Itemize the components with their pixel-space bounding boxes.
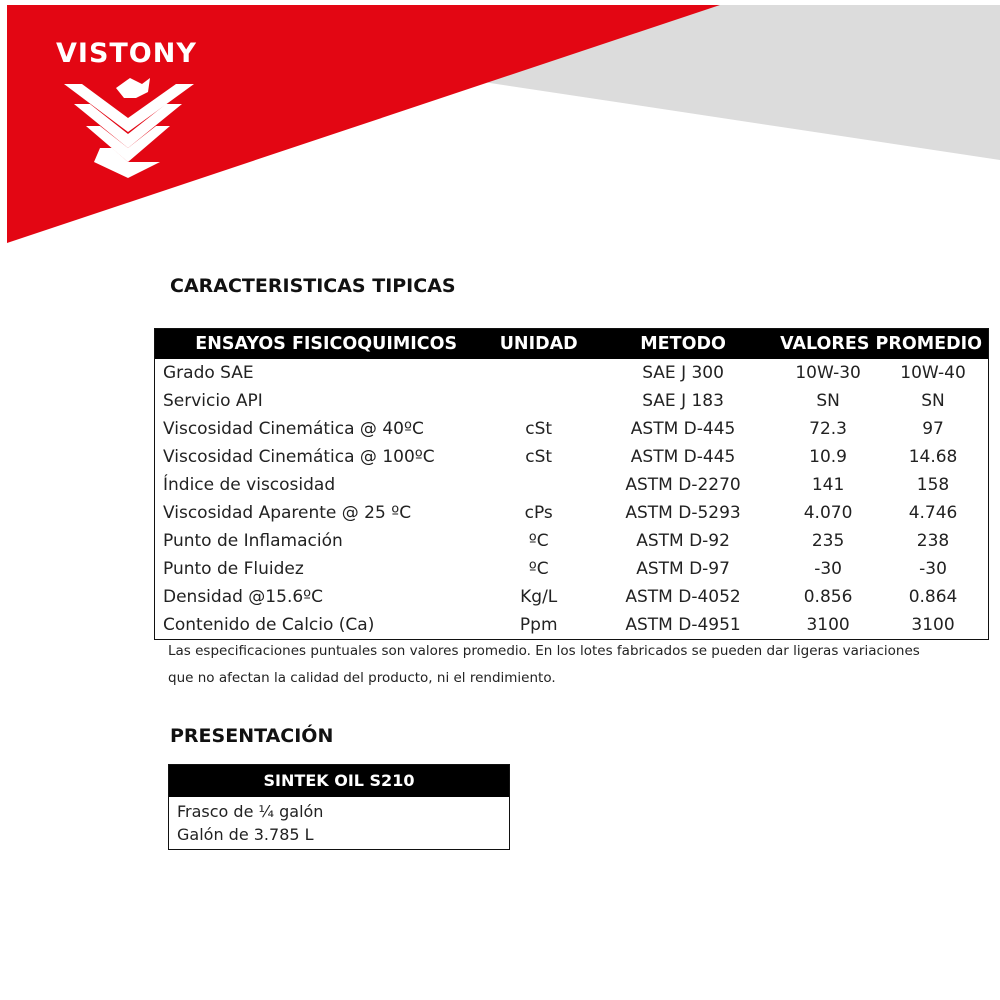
method: ASTM D-445 (630, 419, 736, 439)
test-name: Índice de viscosidad (163, 475, 336, 495)
table-row (155, 443, 989, 471)
value-1: 72.3 (809, 419, 847, 439)
table-row (155, 555, 989, 583)
unit: cSt (525, 447, 553, 467)
value-2: -30 (919, 559, 947, 579)
presentation-product-name: SINTEK OIL S210 (169, 765, 509, 797)
footnote-line-2: que no afectan la calidad del producto, ni el rendimiento. (168, 670, 556, 686)
value-2: 3100 (911, 615, 955, 635)
unit (489, 387, 588, 415)
value-1: SN (816, 391, 840, 411)
presentation-item: Galón de 3.785 L (177, 825, 314, 844)
presentation-table (168, 764, 510, 850)
test-name: Punto de Inflamación (163, 531, 343, 551)
test-name: Contenido de Calcio (Ca) (163, 615, 375, 635)
method: SAE J 300 (642, 363, 724, 383)
value-2: 4.746 (908, 503, 958, 523)
header-unit: UNIDAD (489, 329, 588, 360)
value-2: 0.864 (908, 587, 958, 607)
value-2: 97 (922, 419, 944, 439)
test-name: Servicio API (163, 391, 263, 411)
test-name: Viscosidad Aparente @ 25 ºC (163, 503, 412, 523)
method: ASTM D-2270 (625, 475, 741, 495)
test-name: Grado SAE (163, 363, 254, 383)
specs-table-header-row (155, 329, 989, 360)
method: ASTM D-92 (636, 531, 730, 551)
test-name: Viscosidad Cinemática @ 40ºC (163, 419, 424, 439)
value-2: 238 (916, 531, 950, 551)
footnote-line-1: Las especificaciones puntuales son valores promedio. En los lotes fabricados se pueden dar ligeras variaciones (168, 643, 920, 659)
test-name: Punto de Fluidez (163, 559, 304, 579)
method: ASTM D-445 (630, 447, 736, 467)
value-2: 158 (916, 475, 950, 495)
section-title-specs: CARACTERISTICAS TIPICAS (170, 275, 456, 297)
unit: cPs (524, 503, 553, 523)
unit: ºC (528, 559, 549, 579)
value-2: SN (921, 391, 945, 411)
value-1: 10W-30 (795, 363, 861, 383)
method: ASTM D-5293 (625, 503, 741, 523)
test-name: Densidad @15.6ºC (163, 587, 324, 607)
section-title-presentation: PRESENTACIÓN (170, 725, 334, 747)
value-1: -30 (814, 559, 842, 579)
header-tests: ENSAYOS FISICOQUIMICOS (155, 329, 490, 360)
table-row (155, 527, 989, 555)
unit: cSt (525, 419, 553, 439)
table-row (155, 387, 989, 415)
presentation-items (169, 797, 509, 849)
table-row (155, 471, 989, 499)
specs-table (154, 328, 989, 640)
method: SAE J 183 (642, 391, 724, 411)
unit (489, 471, 588, 499)
table-row (155, 415, 989, 443)
brand-logo-text: VISTONY (56, 38, 197, 69)
value-1: 3100 (806, 615, 850, 635)
table-row (155, 499, 989, 527)
table-row (155, 611, 989, 640)
table-row (155, 583, 989, 611)
value-1: 4.070 (803, 503, 853, 523)
value-1: 141 (811, 475, 845, 495)
value-1: 235 (811, 531, 845, 551)
header-average-values: VALORES PROMEDIO (778, 329, 988, 360)
value-1: 0.856 (803, 587, 853, 607)
method: ASTM D-97 (636, 559, 730, 579)
header-method: METODO (588, 329, 778, 360)
unit (489, 359, 588, 387)
value-2: 14.68 (908, 447, 958, 467)
value-1: 10.9 (809, 447, 847, 467)
unit: Kg/L (520, 587, 558, 607)
table-row (155, 359, 989, 387)
test-name: Viscosidad Cinemática @ 100ºC (163, 447, 435, 467)
unit: ºC (528, 531, 549, 551)
vistony-eagle-chevron-logo-icon (64, 74, 194, 178)
presentation-item: Frasco de ¼ galón (177, 802, 324, 821)
unit: Ppm (519, 615, 558, 635)
value-2: 10W-40 (900, 363, 966, 383)
method: ASTM D-4052 (625, 587, 741, 607)
method: ASTM D-4951 (625, 615, 741, 635)
specs-footnote (168, 638, 978, 692)
